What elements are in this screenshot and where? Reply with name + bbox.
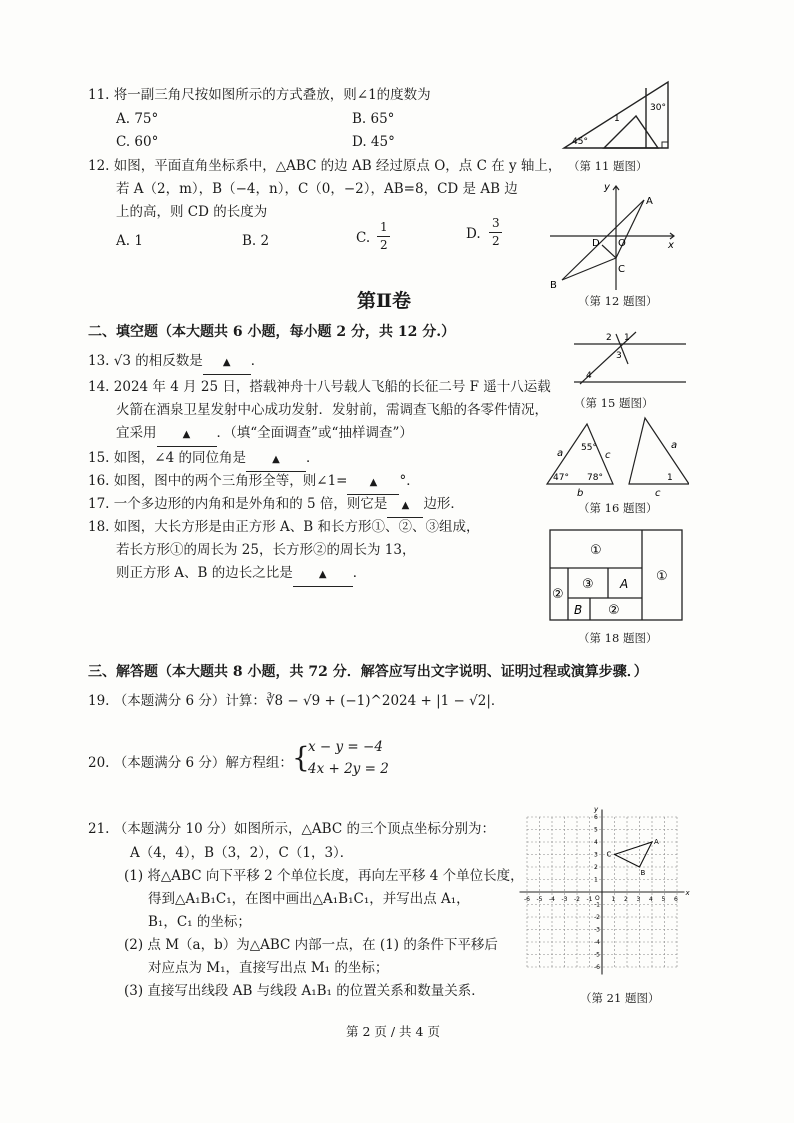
- q21-part3: (3) 直接写出线段 AB 与线段 A₁B₁ 的位置关系和数量关系．: [124, 983, 485, 999]
- q11-option-c: C. 60°: [116, 134, 159, 150]
- q11-figure: [560, 78, 676, 158]
- q12-line3: 上的高，则 CD 的长度为: [116, 204, 268, 220]
- q12-option-c-num: 1: [380, 220, 388, 234]
- x-tick-label: 1: [611, 896, 616, 903]
- x-tick-label: -4: [549, 896, 555, 903]
- origin-label: O: [595, 895, 600, 902]
- q17-text: 17. 一个多边形的内角和是外角和的 5 倍，则它是: [88, 496, 388, 512]
- x-tick-label: -3: [561, 896, 568, 903]
- q21-part1-c: B₁，C₁ 的坐标；: [148, 914, 251, 930]
- y-tick-label: -2: [594, 914, 600, 921]
- q13: [88, 350, 264, 375]
- q16-text: 16. 如图，图中的两个三角形全等，则∠1=: [88, 473, 348, 489]
- q11-option-d: D. 45°: [352, 134, 395, 150]
- page-footer: 第 2 页 / 共 4 页: [346, 1024, 440, 1039]
- q12-edge-ab: [562, 200, 644, 280]
- q17-blank[interactable]: [387, 493, 423, 518]
- q21-part1-b: 得到△A₁B₁C₁，在图中画出△A₁B₁C₁，并写出点 A₁，: [148, 891, 470, 907]
- q12-option-a: A. 1: [116, 233, 143, 249]
- q21-line2: A（4，4），B（3，2），C（1，3）．: [130, 845, 354, 861]
- q16-side-a: a: [557, 448, 564, 459]
- q12-edge-ac: [616, 200, 644, 258]
- q20-eq1: x − y = −4: [308, 739, 383, 755]
- q18-line3: [116, 562, 366, 587]
- q11-angle-1: 1: [614, 114, 620, 124]
- y-axis-label: y: [594, 805, 599, 814]
- x-tick-label: -2: [574, 896, 580, 903]
- q14-hint: ．（填“全面调查”或“抽样调查”）: [216, 425, 413, 441]
- q20-prefix: 20. （本题满分 6 分）解方程组：: [88, 755, 293, 771]
- q15-angle-1: 1: [624, 333, 630, 343]
- q21-grid-figure: [514, 796, 694, 980]
- y-tick-label: 1: [594, 876, 598, 884]
- x-tick-label: 3: [636, 896, 641, 903]
- q13-blank[interactable]: [203, 350, 251, 375]
- y-tick-label: 2: [594, 864, 598, 871]
- q18-rect1-top: ①: [590, 543, 602, 558]
- q16: [88, 470, 420, 495]
- q15-angle-4: 4: [586, 371, 592, 381]
- q12-label-y: y: [604, 182, 610, 193]
- q18-square-b: B: [574, 603, 583, 617]
- q16-right-side-c: c: [655, 488, 661, 499]
- q18-rect2-bottom: ②: [608, 603, 620, 618]
- y-tick-label: -4: [594, 939, 600, 946]
- q18-line1: 18. 如图，大长方形是由正方形 A、B 和长方形①、②、③组成，: [88, 519, 480, 535]
- q16-unit: °．: [399, 473, 420, 489]
- q18-caption: （第 18 题图）: [578, 631, 658, 645]
- q12-label-d: D: [592, 238, 600, 249]
- q12-height-cd: [602, 245, 616, 258]
- q18-period: ．: [352, 565, 367, 581]
- q18-text: 则正方形 A、B 的边长之比是: [116, 565, 293, 581]
- blank-mark: ▲: [272, 454, 280, 465]
- q15-angle-3: 3: [616, 351, 622, 361]
- q18-blank[interactable]: [293, 562, 353, 587]
- q17: [88, 493, 464, 518]
- q12-option-d-label: D.: [466, 226, 481, 242]
- y-tick-label: -6: [594, 964, 600, 971]
- q16-angle-78: 78°: [587, 473, 603, 483]
- q18-square-a: A: [620, 577, 629, 591]
- y-tick-label: 6: [594, 814, 598, 821]
- point-a-label: A: [654, 838, 659, 846]
- x-tick-label: 4: [649, 896, 653, 903]
- q12-line2: 若 A（2，m），B（−4，n），C（0，−2），AB=8，CD 是 AB 边: [116, 181, 518, 197]
- blank-mark: ▲: [182, 429, 191, 440]
- x-tick-label: -5: [536, 896, 543, 903]
- q12-label-a: A: [646, 196, 653, 207]
- q21-part2-a: (2) 点 M（a，b）为△ABC 内部一点，在 (1) 的条件下平移后: [124, 937, 498, 953]
- q18-line2: 若长方形①的周长为 25，长方形②的周长为 13，: [116, 542, 416, 558]
- x-tick-label: -6: [524, 896, 530, 903]
- point-c-label: C: [606, 850, 612, 859]
- q11-angle-30: 30°: [650, 103, 666, 113]
- q15: [88, 447, 319, 472]
- x-tick-label: 5: [661, 896, 666, 903]
- q12-option-b: B. 2: [242, 233, 270, 249]
- q14-blank[interactable]: [157, 422, 217, 447]
- q14-text: 宜采用: [116, 425, 157, 441]
- q12-label-c: C: [618, 264, 625, 275]
- q18-rect2-left: ②: [552, 587, 564, 602]
- blank-mark: ▲: [222, 357, 231, 368]
- q17-suffix: 边形．: [423, 496, 464, 512]
- q21-part1-a: (1) 将△ABC 向下平移 2 个单位长度，再向左平移 4 个单位长度，: [124, 868, 524, 884]
- q12-caption: （第 12 题图）: [578, 294, 658, 308]
- solve-section-header: 三、解答题（本大题共 8 小题，共 72 分．解答应写出文字说明、证明过程或演算步骤．）: [88, 664, 648, 680]
- y-tick-label: -3: [594, 926, 600, 934]
- q14-line1: 14. 2024 年 4 月 25 日，搭载神舟十八号载人飞船的长征二号 F 遥十八运载: [88, 379, 551, 395]
- blank-mark: ▲: [318, 569, 327, 580]
- q13-period: ．: [250, 353, 265, 369]
- q12-label-x: x: [668, 240, 674, 251]
- q15-angle-2: 2: [606, 333, 612, 343]
- y-tick-label: 5: [594, 826, 598, 834]
- x-tick-label: 2: [624, 896, 628, 903]
- q12-label-o: O: [618, 238, 626, 249]
- q16-right-triangle: [629, 418, 689, 484]
- q18-rect3: ③: [582, 577, 594, 592]
- q16-side-c: c: [605, 450, 611, 461]
- q16-side-b: b: [577, 488, 584, 499]
- q14-line3: [116, 422, 413, 447]
- q12-label-b: B: [550, 280, 557, 291]
- y-tick-label: 4: [594, 839, 598, 846]
- q12-option-c-den: 2: [380, 238, 388, 252]
- q12-option-d-den: 2: [492, 234, 500, 248]
- q16-blank[interactable]: [347, 470, 399, 495]
- blank-mark: ▲: [369, 477, 378, 488]
- q15-period: ．: [305, 450, 320, 466]
- x-tick-label: -1: [586, 896, 593, 903]
- q11-option-b: B. 65°: [352, 111, 395, 127]
- q21-part2-b: 对应点为 M₁，直接写出点 M₁ 的坐标；: [148, 960, 389, 976]
- q11-45-triangle: [604, 116, 658, 148]
- fill-section-header: 二、填空题（本大题共 6 小题，每小题 2 分，共 12 分.）: [88, 324, 456, 340]
- q12-line1: 12. 如图，平面直角坐标系中，△ABC 的边 AB 经过原点 O，点 C 在 y 轴上，: [88, 158, 562, 174]
- q15-text: 15. 如图，∠4 的同位角是: [88, 450, 246, 466]
- q14-line2: 火箭在酒泉卫星发射中心成功发射．发射前，需调查飞船的各零件情况，: [116, 402, 548, 418]
- q18-figure: [546, 526, 686, 624]
- q16-right-side-a: a: [671, 440, 678, 451]
- q12-option-c-label: C.: [356, 230, 371, 246]
- q15-blank[interactable]: [246, 447, 306, 472]
- q11-angle-45: 45°: [572, 137, 588, 147]
- q12-figure: [544, 178, 684, 293]
- q20-brace: {: [292, 741, 310, 774]
- x-tick-label: 6: [674, 896, 678, 903]
- y-tick-label: -1: [594, 901, 600, 909]
- q11-option-a: A. 75°: [116, 111, 159, 127]
- q15-figure: [566, 326, 690, 392]
- q15-caption: （第 15 题图）: [574, 396, 654, 410]
- q16-angle-1: 1: [667, 473, 673, 483]
- q11-stem: 11. 将一副三角尺按如图所示的方式叠放，则∠1的度数为: [88, 87, 431, 103]
- q21-caption: （第 21 题图）: [580, 991, 660, 1005]
- q20-eq2: 4x + 2y = 2: [308, 761, 389, 777]
- q16-figure: [543, 412, 689, 500]
- q16-angle-55: 55°: [581, 443, 597, 453]
- x-axis-label: x: [685, 889, 690, 897]
- part2-title: 第Ⅱ卷: [357, 290, 412, 312]
- blank-mark: ▲: [401, 500, 410, 511]
- q12-option-d-num: 3: [492, 216, 500, 230]
- q11-caption: （第 11 题图）: [568, 159, 648, 173]
- q12-edge-bc: [562, 258, 616, 280]
- q18-rect1-right: ①: [656, 569, 668, 584]
- q19: 19. （本题满分 6 分）计算：∛8 − √9 + (−1)^2024 + |1 − √2|．: [88, 693, 505, 709]
- point-b-label: B: [640, 869, 646, 877]
- q16-caption: （第 16 题图）: [578, 501, 658, 515]
- y-tick-label: -5: [594, 951, 600, 959]
- q21-line1: 21. （本题满分 10 分）如图所示，△ABC 的三个顶点坐标分别为：: [88, 821, 495, 837]
- q13-text: 13. √3 的相反数是: [88, 353, 203, 369]
- q16-angle-47: 47°: [553, 473, 569, 483]
- y-tick-label: 3: [594, 851, 598, 859]
